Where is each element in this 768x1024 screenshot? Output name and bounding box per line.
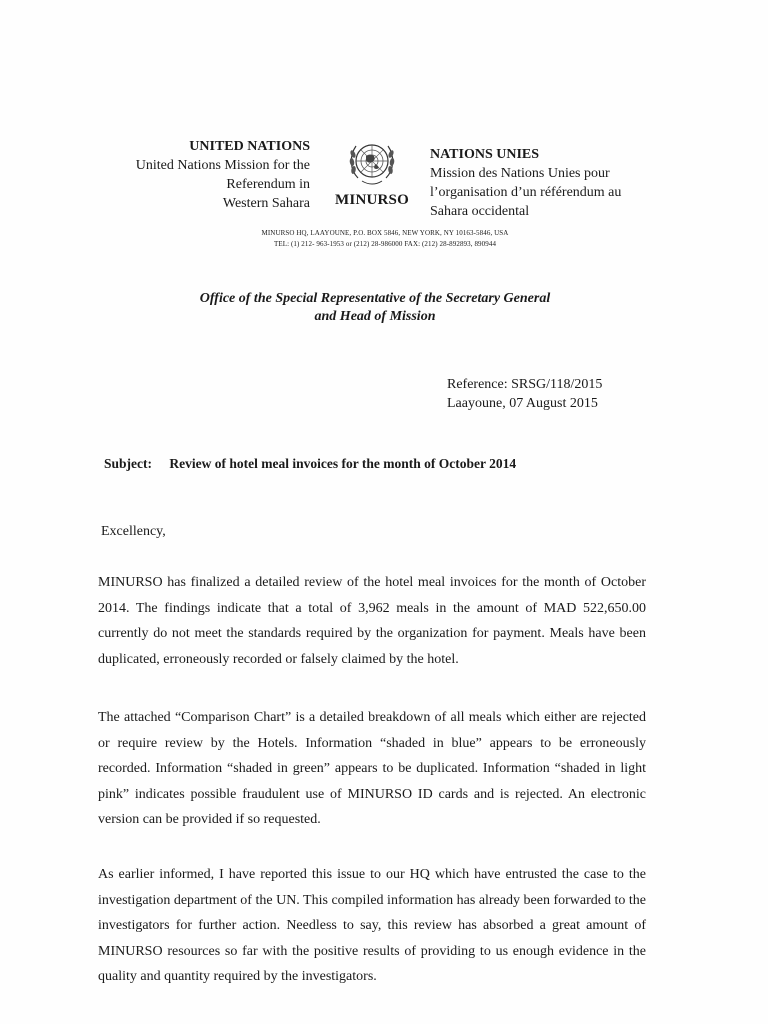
letterhead-emblem [322,134,422,209]
address-line-1: MINURSO HQ, LAAYOUNE, P.O. BOX 5846, NEW YORK, NY 10163-5846, USA [261,229,509,237]
reference-number: Reference: SRSG/118/2015 [447,377,603,392]
office-line-1: Office of the Special Representative of the Secretary General [199,291,551,306]
office-line-2: and Head of Mission [314,309,436,324]
body-paragraph-1: MINURSO has finalized a detailed review of the hotel meal invoices for the month of October 2014. The findings indicate that a total of 3,962 meals in the amount of MAD 522,650.00 currently do not meet the standards required by the organization for payment. Meals have been duplicated, erroneously recorded or falsely claimed by the hotel. [98,575,646,667]
letterhead-fr-line2: l’organisation d’un référendum au [430,185,622,200]
letterhead-english [110,137,310,213]
subject-line [104,456,516,472]
subject-text: Review of hotel meal invoices for the month of October 2014 [169,456,517,471]
body-paragraph-3: As earlier informed, I have reported this issue to our HQ which have entrusted the case to the investigation department of the UN. This compiled information has already been forwarded to the investigators for further action. Needless to say, this review has absorbed a great amount of MINURSO resources so far with the positive results of providing to us enough evidence in the quality and quantity required by the investigators. [98,867,646,984]
letterhead-fr-line3: Sahara occidental [430,204,530,219]
body-paragraph-2: The attached “Comparison Chart” is a detailed breakdown of all meals which either are rejected or require review by the Hotels. Information “shaded in blue” appears to be erroneously recorded. Information “shaded in green” appears to be duplicated. Information “shaded in light pink” indicates possible fraudulent use of MINURSO ID cards and is rejected. An electronic version can be provided if so requested. [98,710,646,827]
letterhead-org-en: UNITED NATIONS [189,139,310,154]
letterhead-en-line2: Referendum in [226,177,310,192]
salutation: Excellency, [101,524,166,539]
letterhead-en-line1: United Nations Mission for the [135,158,310,173]
un-emblem-icon [344,134,400,190]
letterhead-fr-line1: Mission des Nations Unies pour [430,166,610,181]
reference-block [447,375,602,413]
letterhead-address [190,228,580,250]
address-line-2: TEL: (1) 212- 963-1953 or (212) 28-986000 FAX: (212) 28-892893, 890944 [273,240,497,248]
letterhead-org-fr: NATIONS UNIES [430,147,540,162]
office-heading [140,290,610,326]
letterhead-en-line3: Western Sahara [222,196,310,211]
place-date: Laayoune, 07 August 2015 [447,396,598,411]
mission-name: MINURSO [335,192,409,208]
subject-label: Subject: [104,456,152,471]
letterhead-french [430,145,670,221]
